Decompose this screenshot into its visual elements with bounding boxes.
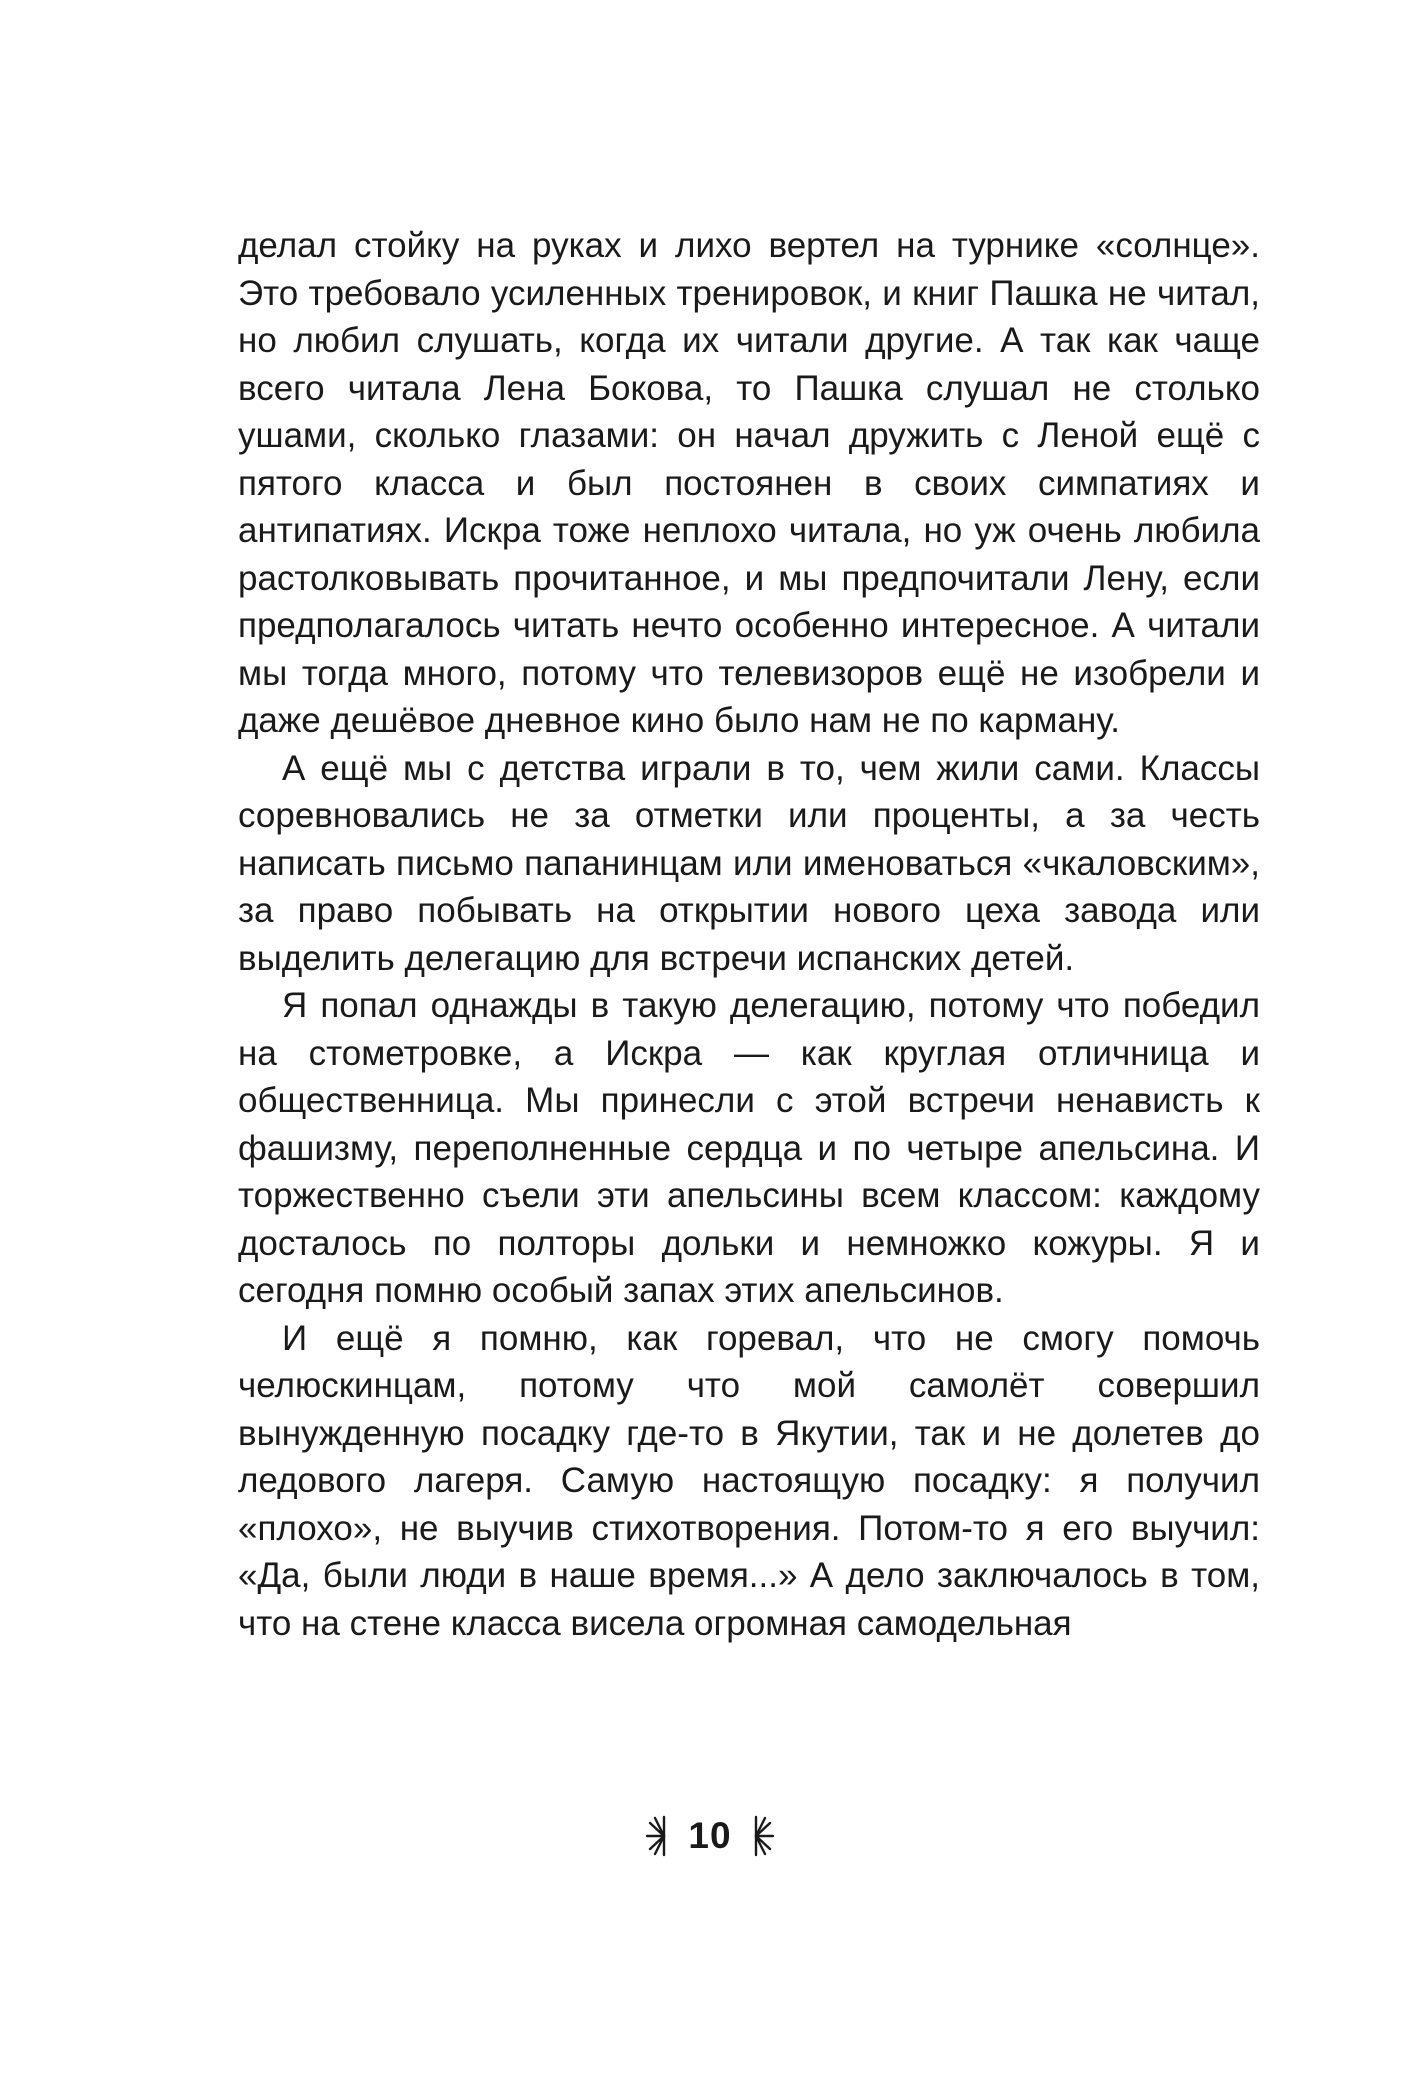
paragraph-games: А ещё мы с детства играли в то, чем жили сами. Классы соревновались не за отметки или проценты, а за честь написать письмо папанинцам или именоваться «чкаловским», за право побывать на открытии нового цеха завода или выделить делегацию для встречи испанских детей. <box>238 748 1260 978</box>
paragraph-chelyuskin: И ещё я помню, как горевал, что не смогу помочь челюскинцам, потому что мой самолёт совершил вынужденную посадку где-то в Якутии, так и не долетев до ледового лагеря. Самую настоящую посадку: я получил «плохо», не выучив стихотворения. Потом-то я его выучил: «Да, были люди в наше время...» А дело заключалось в том, что на стене класса висела огромная самодельная <box>238 1318 1260 1643</box>
paragraph-continued: делал стойку на руках и лихо вертел на турнике «солнце». Это требовало усиленных тренировок, и книг Пашка не читал, но любил слушать, когда их читали другие. А так как чаще всего читала Лена Бокова, то Пашка слушал не столько ушами, сколько глазами: он начал дружить с Леной ещё с пятого класса и был постоянен в своих симпатиях и антипатиях. Искра тоже неплохо читала, но уж очень любила растолковывать прочитанное, и мы предпочитали Лену, если предполагалось читать нечто особенно интересное. А читали мы тогда много, потому что телевизоров ещё не изобрели и даже дешёвое дневное кино было нам не по карману. <box>238 226 1260 740</box>
paragraph-delegation: Я попал однажды в такую делегацию, потому что победил на стометровке, а Искра — как круглая отличница и общественница. Мы принесли с этой встречи ненависть к фашизму, переполненные сердца и по четыре апельсина. И торжественно съели эти апельсины всем классом: каждому досталось по полторы дольки и немножко кожуры. Я и сегодня помню особый запах этих апельсинов. <box>238 986 1260 1310</box>
page-number: 10 <box>688 1815 732 1856</box>
star-ornament-right-icon <box>748 1813 778 1859</box>
page-footer <box>0 1812 1420 1860</box>
book-page-body <box>238 222 1260 1647</box>
star-ornament-left-icon <box>642 1813 672 1859</box>
